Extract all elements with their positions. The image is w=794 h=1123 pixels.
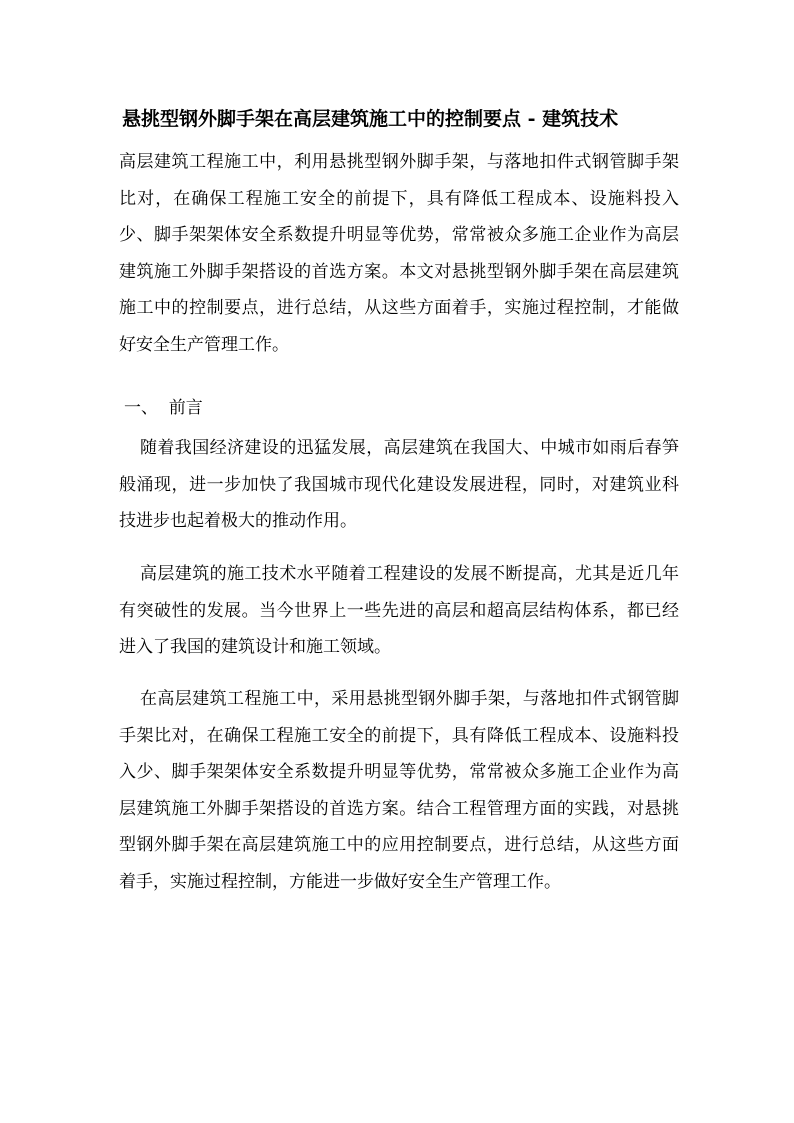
body-paragraph: 在高层建筑工程施工中，采用悬挑型钢外脚手架，与落地扣件式钢管脚手架比对，在确保工程施工安全的前提下，具有降低工程成本、设施料投入少、脚手架架体安全系数提升明显等优势，常常被众多施工企业作为高层建筑施工外脚手架搭设的首选方案。结合工程管理方面的实践，对悬挑型钢外脚手架在高层建筑施工中的应用控制要点，进行总结，从这些方面着手，实施过程控制，方能进一步做好安全生产管理工作。 (119, 689, 679, 892)
section-heading: 一、 前言 (124, 398, 203, 418)
body-paragraph: 高层建筑的施工技术水平随着工程建设的发展不断提高，尤其是近几年有突破性的发展。当今世界上一些先进的高层和超高层结构体系，都已经进入了我国的建筑设计和施工领域。 (119, 564, 679, 657)
body-paragraph: 随着我国经济建设的迅猛发展，高层建筑在我国大、中城市如雨后春笋般涌现，进一步加快了我国城市现代化建设发展进程，同时，对建筑业科技进步也起着极大的推动作用。 (119, 438, 679, 531)
intro-paragraph: 高层建筑工程施工中，利用悬挑型钢外脚手架，与落地扣件式钢管脚手架比对，在确保工程施工安全的前提下，具有降低工程成本、设施料投入少、脚手架架体安全系数提升明显等优势，常常被众多施工企业作为高层建筑施工外脚手架搭设的首选方案。本文对悬挑型钢外脚手架在高层建筑施工中的控制要点，进行总结，从这些方面着手，实施过程控制，才能做好安全生产管理工作。 (119, 152, 679, 355)
document-title: 悬挑型钢外脚手架在高层建筑施工中的控制要点 - 建筑技术 (122, 108, 619, 130)
